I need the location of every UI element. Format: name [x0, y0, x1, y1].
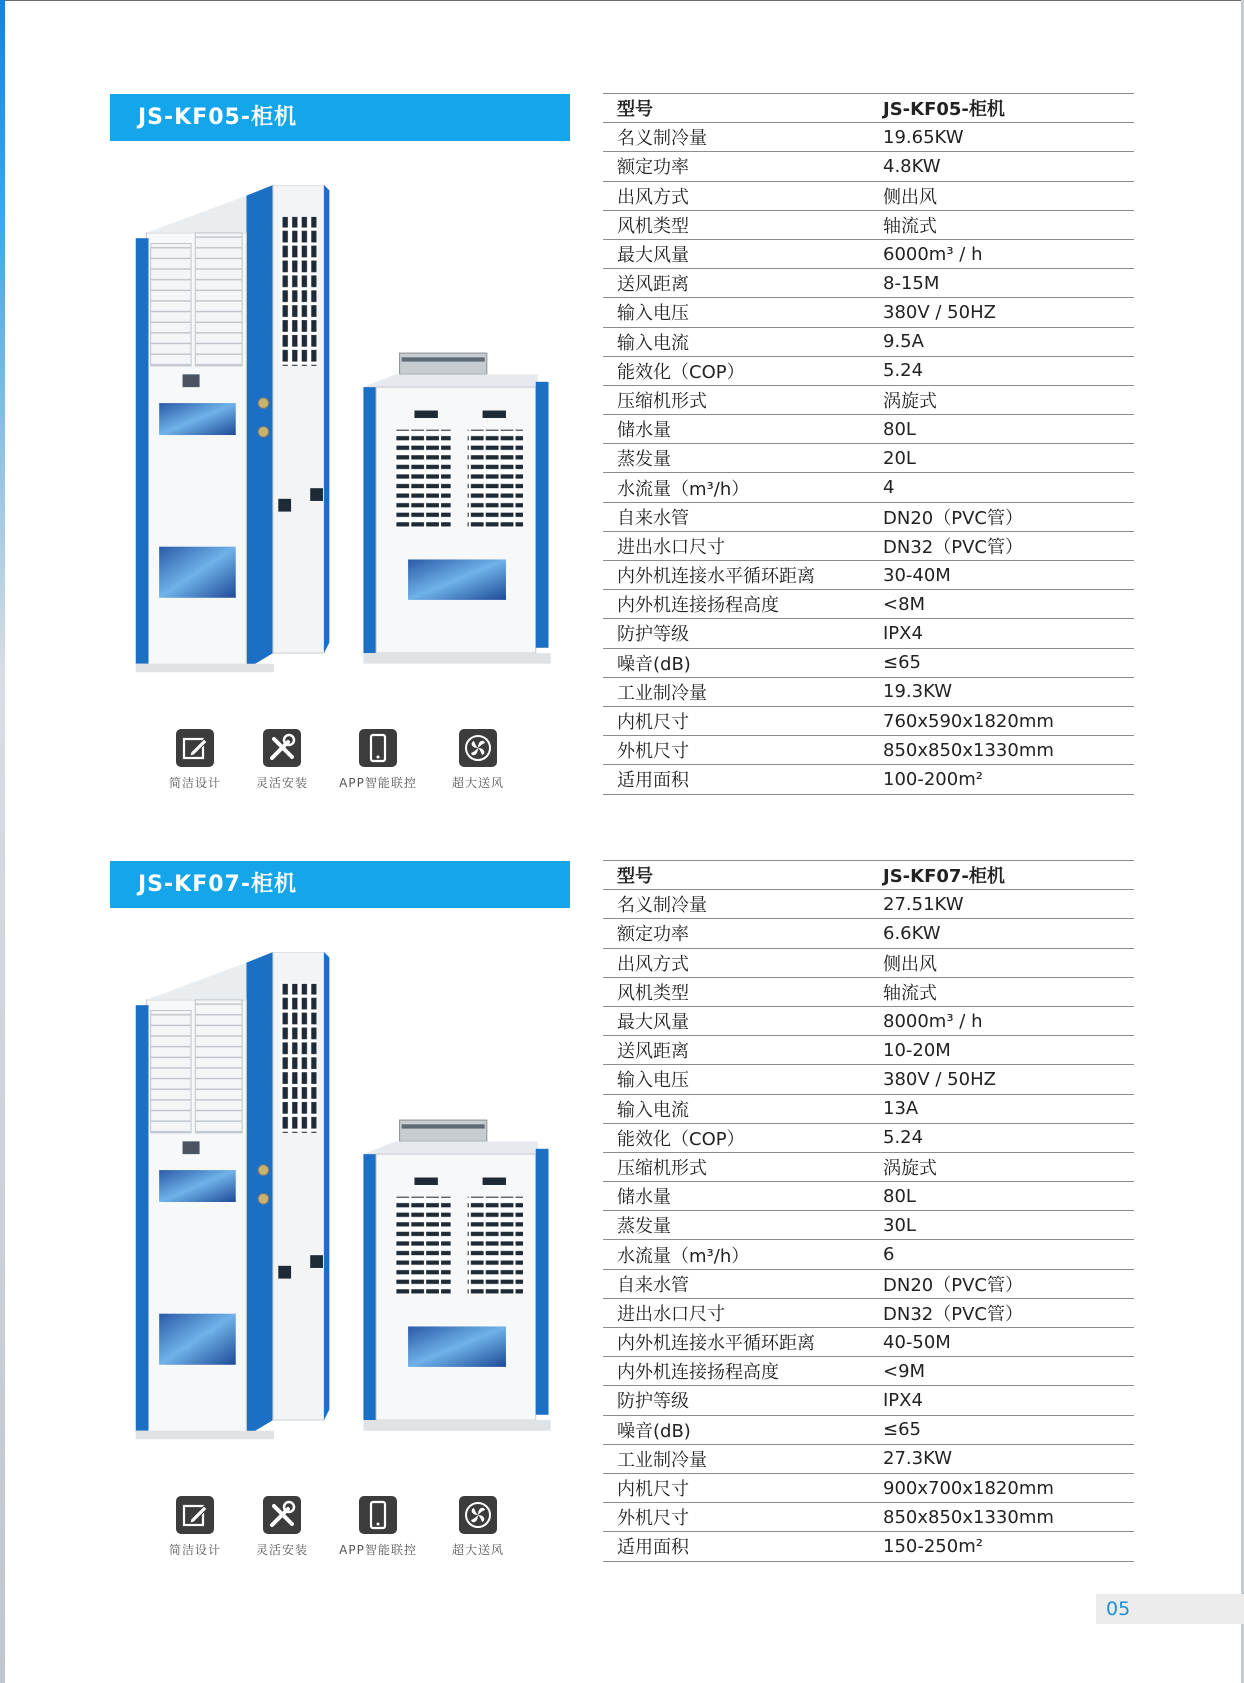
- phone-icon: [358, 1495, 398, 1535]
- spec-row: [603, 415, 1134, 444]
- spec-value: 9.5A: [869, 327, 1134, 356]
- spec-header-row: [603, 861, 1134, 890]
- spec-row: [603, 210, 1134, 239]
- spec-row: [603, 1123, 1134, 1152]
- spec-label: 内外机连接扬程高度: [603, 590, 869, 619]
- spec-value: 900x700x1820mm: [869, 1473, 1134, 1502]
- spec-value: 6.6KW: [869, 919, 1134, 948]
- spec-row: [603, 648, 1134, 677]
- spec-table: [603, 93, 1134, 795]
- spec-label: 适用面积: [603, 765, 869, 794]
- spec-label: 噪音(dB): [603, 648, 869, 677]
- spec-label: 防护等级: [603, 1386, 869, 1415]
- spec-value: 27.3KW: [869, 1444, 1134, 1473]
- spec-label: 最大风量: [603, 239, 869, 268]
- spec-label: 送风距离: [603, 1036, 869, 1065]
- spec-value: 760x590x1820mm: [869, 706, 1134, 735]
- spec-row: [603, 239, 1134, 268]
- feature-label: 灵活安装: [255, 1543, 308, 1557]
- spec-label: 风机类型: [603, 210, 869, 239]
- spec-row: [603, 1094, 1134, 1123]
- feature-list: [150, 1495, 530, 1565]
- spec-label: 工业制冷量: [603, 1444, 869, 1473]
- spec-row: [603, 1211, 1134, 1240]
- spec-label: 型号: [603, 94, 869, 123]
- spec-row: [603, 1503, 1134, 1532]
- spec-value: 4: [869, 473, 1134, 502]
- spec-label: 送风距离: [603, 269, 869, 298]
- edit-icon: [175, 1495, 215, 1535]
- spec-value: 40-50M: [869, 1328, 1134, 1357]
- spec-label: 出风方式: [603, 181, 869, 210]
- spec-value: ≤65: [869, 1415, 1134, 1444]
- spec-value: 30-40M: [869, 561, 1134, 590]
- spec-label: 自来水管: [603, 1269, 869, 1298]
- spec-row: [603, 1152, 1134, 1181]
- spec-value: 150-250m²: [869, 1532, 1134, 1561]
- spec-value: 涡旋式: [869, 385, 1134, 414]
- spec-label: 能效化（COP）: [603, 1123, 869, 1152]
- product-image: [120, 185, 560, 685]
- spec-value: 5.24: [869, 356, 1134, 385]
- phone-icon: [358, 728, 398, 768]
- spec-label: 风机类型: [603, 977, 869, 1006]
- spec-value: DN20（PVC管）: [869, 1269, 1134, 1298]
- spec-row: [603, 706, 1134, 735]
- spec-value: 19.3KW: [869, 677, 1134, 706]
- spec-value: 80L: [869, 1182, 1134, 1211]
- spec-value: 10-20M: [869, 1036, 1134, 1065]
- feature-simple-design: [150, 1495, 240, 1558]
- spec-table-body: [603, 861, 1134, 1562]
- spec-label: 名义制冷量: [603, 890, 869, 919]
- page-number-box: [1096, 1594, 1244, 1624]
- spec-row: [603, 502, 1134, 531]
- spec-label: 水流量（m³/h）: [603, 473, 869, 502]
- spec-label: 内机尺寸: [603, 1473, 869, 1502]
- spec-label: 噪音(dB): [603, 1415, 869, 1444]
- spec-label: 储水量: [603, 1182, 869, 1211]
- spec-value: 100-200m²: [869, 765, 1134, 794]
- tools-icon: [262, 1495, 302, 1535]
- spec-label: 额定功率: [603, 152, 869, 181]
- spec-value: 8-15M: [869, 269, 1134, 298]
- spec-value: 涡旋式: [869, 1152, 1134, 1181]
- spec-value: 20L: [869, 444, 1134, 473]
- spec-label: 进出水口尺寸: [603, 531, 869, 560]
- spec-row: [603, 590, 1134, 619]
- fan-icon: [458, 728, 498, 768]
- spec-row: [603, 473, 1134, 502]
- spec-value: DN32（PVC管）: [869, 1298, 1134, 1327]
- spec-label: 压缩机形式: [603, 385, 869, 414]
- spec-value: 侧出风: [869, 948, 1134, 977]
- spec-label: 内机尺寸: [603, 706, 869, 735]
- spec-row: [603, 123, 1134, 152]
- feature-flexible-install: [237, 1495, 327, 1558]
- feature-label: 简洁设计: [168, 776, 221, 790]
- spec-label: 输入电流: [603, 327, 869, 356]
- spec-row: [603, 977, 1134, 1006]
- spec-label: 压缩机形式: [603, 1152, 869, 1181]
- spec-value: 6: [869, 1240, 1134, 1269]
- spec-value: 轴流式: [869, 977, 1134, 1006]
- spec-row: [603, 1182, 1134, 1211]
- spec-value: ≤65: [869, 648, 1134, 677]
- spec-row: [603, 1357, 1134, 1386]
- spec-value: 380V / 50HZ: [869, 298, 1134, 327]
- spec-row: [603, 1473, 1134, 1502]
- spec-label: 蒸发量: [603, 444, 869, 473]
- spec-label: 自来水管: [603, 502, 869, 531]
- spec-row: [603, 181, 1134, 210]
- product-section-kf07: [0, 767, 1244, 1559]
- spec-label: 外机尺寸: [603, 736, 869, 765]
- spec-value: 5.24: [869, 1123, 1134, 1152]
- spec-row: [603, 1036, 1134, 1065]
- spec-row: [603, 948, 1134, 977]
- spec-value: JS-KF05-柜机: [869, 94, 1134, 123]
- spec-row: [603, 561, 1134, 590]
- spec-value: 80L: [869, 415, 1134, 444]
- spec-value: 13A: [869, 1094, 1134, 1123]
- page-number: 05: [1106, 1598, 1131, 1620]
- spec-label: 能效化（COP）: [603, 356, 869, 385]
- spec-value: DN32（PVC管）: [869, 531, 1134, 560]
- spec-label: 出风方式: [603, 948, 869, 977]
- spec-value: 轴流式: [869, 210, 1134, 239]
- spec-value: 19.65KW: [869, 123, 1134, 152]
- spec-row: [603, 736, 1134, 765]
- spec-row: [603, 890, 1134, 919]
- spec-label: 水流量（m³/h）: [603, 1240, 869, 1269]
- spec-label: 输入电压: [603, 298, 869, 327]
- spec-row: [603, 1298, 1134, 1327]
- spec-label: 额定功率: [603, 919, 869, 948]
- spec-row: [603, 1328, 1134, 1357]
- spec-label: 防护等级: [603, 619, 869, 648]
- spec-row: [603, 1065, 1134, 1094]
- spec-label: 内外机连接水平循环距离: [603, 561, 869, 590]
- spec-row: [603, 919, 1134, 948]
- spec-row: [603, 1532, 1134, 1561]
- spec-label: 最大风量: [603, 1006, 869, 1035]
- spec-label: 外机尺寸: [603, 1503, 869, 1532]
- feature-label: 超大送风: [451, 1543, 504, 1557]
- spec-value: 侧出风: [869, 181, 1134, 210]
- feature-label: 灵活安装: [255, 776, 308, 790]
- tools-icon: [262, 728, 302, 768]
- spec-label: 储水量: [603, 415, 869, 444]
- product-title: JS-KF07-柜机: [110, 861, 570, 908]
- spec-row: [603, 619, 1134, 648]
- spec-value: 850x850x1330mm: [869, 736, 1134, 765]
- spec-value: 850x850x1330mm: [869, 1503, 1134, 1532]
- spec-value: 27.51KW: [869, 890, 1134, 919]
- feature-label: 超大送风: [451, 776, 504, 790]
- spec-value: 380V / 50HZ: [869, 1065, 1134, 1094]
- spec-row: [603, 1415, 1134, 1444]
- product-section-kf05: [0, 0, 1244, 792]
- feature-app-control: [333, 1495, 423, 1558]
- product-image: [120, 952, 560, 1452]
- spec-row: [603, 385, 1134, 414]
- spec-row: [603, 1240, 1134, 1269]
- spec-label: 进出水口尺寸: [603, 1298, 869, 1327]
- spec-row: [603, 531, 1134, 560]
- spec-row: [603, 1006, 1134, 1035]
- feature-label: 简洁设计: [168, 1543, 221, 1557]
- spec-label: 内外机连接水平循环距离: [603, 1328, 869, 1357]
- spec-value: DN20（PVC管）: [869, 502, 1134, 531]
- spec-label: 蒸发量: [603, 1211, 869, 1240]
- product-title: JS-KF05-柜机: [110, 94, 570, 141]
- spec-value: <8M: [869, 590, 1134, 619]
- spec-value: IPX4: [869, 1386, 1134, 1415]
- spec-row: [603, 1444, 1134, 1473]
- spec-label: 工业制冷量: [603, 677, 869, 706]
- spec-value: <9M: [869, 1357, 1134, 1386]
- spec-row: [603, 1386, 1134, 1415]
- spec-value: 8000m³ / h: [869, 1006, 1134, 1035]
- spec-row: [603, 444, 1134, 473]
- spec-value: 30L: [869, 1211, 1134, 1240]
- spec-label: 适用面积: [603, 1532, 869, 1561]
- spec-value: JS-KF07-柜机: [869, 861, 1134, 890]
- spec-label: 型号: [603, 861, 869, 890]
- feature-label: APP智能联控: [339, 776, 417, 790]
- spec-label: 输入电流: [603, 1094, 869, 1123]
- spec-row: [603, 152, 1134, 181]
- feature-label: APP智能联控: [339, 1543, 417, 1557]
- spec-row: [603, 298, 1134, 327]
- spec-value: IPX4: [869, 619, 1134, 648]
- spec-value: 6000m³ / h: [869, 239, 1134, 268]
- spec-value: 4.8KW: [869, 152, 1134, 181]
- spec-row: [603, 356, 1134, 385]
- spec-label: 输入电压: [603, 1065, 869, 1094]
- spec-row: [603, 327, 1134, 356]
- spec-label: 名义制冷量: [603, 123, 869, 152]
- spec-table-body: [603, 94, 1134, 795]
- edit-icon: [175, 728, 215, 768]
- feature-large-airflow: [433, 1495, 523, 1558]
- fan-icon: [458, 1495, 498, 1535]
- spec-row: [603, 269, 1134, 298]
- spec-row: [603, 677, 1134, 706]
- spec-header-row: [603, 94, 1134, 123]
- spec-table: [603, 860, 1134, 1562]
- spec-row: [603, 1269, 1134, 1298]
- spec-label: 内外机连接扬程高度: [603, 1357, 869, 1386]
